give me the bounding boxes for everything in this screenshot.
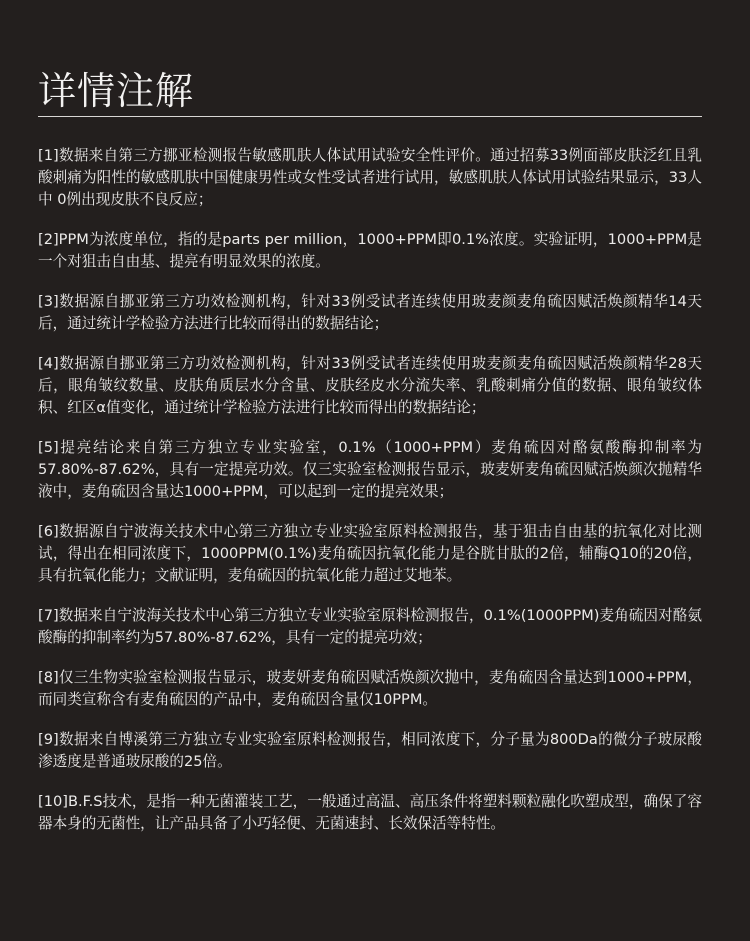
- note-5: [5]提亮结论来自第三方独立专业实验室，0.1%（1000+PPM）麦角硫因对酪氨酸酶抑制率为57.80%-87.62%，具有一定提亮功效。仅三实验室检测报告显示，玻麦妍麦角硫因赋活焕颜次抛精华液中，麦角硫因含量达1000+PPM，可以起到一定的提亮效果；: [38, 439, 702, 500]
- title-divider: [38, 116, 702, 117]
- note-1: [1]数据来自第三方挪亚检测报告敏感肌肤人体试用试验安全性评价。通过招募33例面部皮肤泛红且乳酸刺痛为阳性的敏感肌肤中国健康男性或女性受试者进行试用，敏感肌肤人体试用试验结果显示，33人中 0例出现皮肤不良反应；: [38, 147, 702, 208]
- note-9: [9]数据来自博溪第三方独立专业实验室原料检测报告，相同浓度下，分子量为800Da的微分子玻尿酸渗透度是普通玻尿酸的25倍。: [38, 731, 702, 770]
- note-3: [3]数据源自挪亚第三方功效检测机构，针对33例受试者连续使用玻麦颜麦角硫因赋活焕颜精华14天后，通过统计学检验方法进行比较而得出的数据结论；: [38, 293, 702, 332]
- page-title: 详情注解: [38, 69, 195, 114]
- note-6: [6]数据源自宁波海关技术中心第三方独立专业实验室原料检测报告，基于狙击自由基的抗氧化对比测试，得出在相同浓度下，1000PPM(0.1%)麦角硫因抗氧化能力是谷胱甘肽的2倍，辅酶Q10的20倍，具有抗氧化能力；文献证明，麦角硫因的抗氧化能力超过艾地苯。: [38, 523, 702, 584]
- note-8: [8]仅三生物实验室检测报告显示，玻麦妍麦角硫因赋活焕颜次抛中，麦角硫因含量达到1000+PPM，而同类宣称含有麦角硫因的产品中，麦角硫因含量仅10PPM。: [38, 669, 702, 708]
- notes-list: [38, 145, 702, 835]
- note-2: [2]PPM为浓度单位，指的是parts per million，1000+PPM即0.1%浓度。实验证明，1000+PPM是一个对狙击自由基、提亮有明显效果的浓度。: [38, 231, 702, 270]
- note-4: [4]数据源自挪亚第三方功效检测机构，针对33例受试者连续使用玻麦颜麦角硫因赋活焕颜精华28天后，眼角皱纹数量、皮肤角质层水分含量、皮肤经皮水分流失率、乳酸刺痛分值的数据、眼角皱纹体积、红区α值变化，通过统计学检验方法进行比较而得出的数据结论；: [38, 355, 702, 416]
- note-7: [7]数据来自宁波海关技术中心第三方独立专业实验室原料检测报告，0.1%(1000PPM)麦角硫因对酪氨酸酶的抑制率约为57.80%-87.62%，具有一定的提亮功效；: [38, 607, 702, 646]
- note-10: [10]B.F.S技术，是指一种无菌灌装工艺，一般通过高温、高压条件将塑料颗粒融化吹塑成型，确保了容器本身的无菌性，让产品具备了小巧轻便、无菌速封、长效保活等特性。: [38, 793, 702, 832]
